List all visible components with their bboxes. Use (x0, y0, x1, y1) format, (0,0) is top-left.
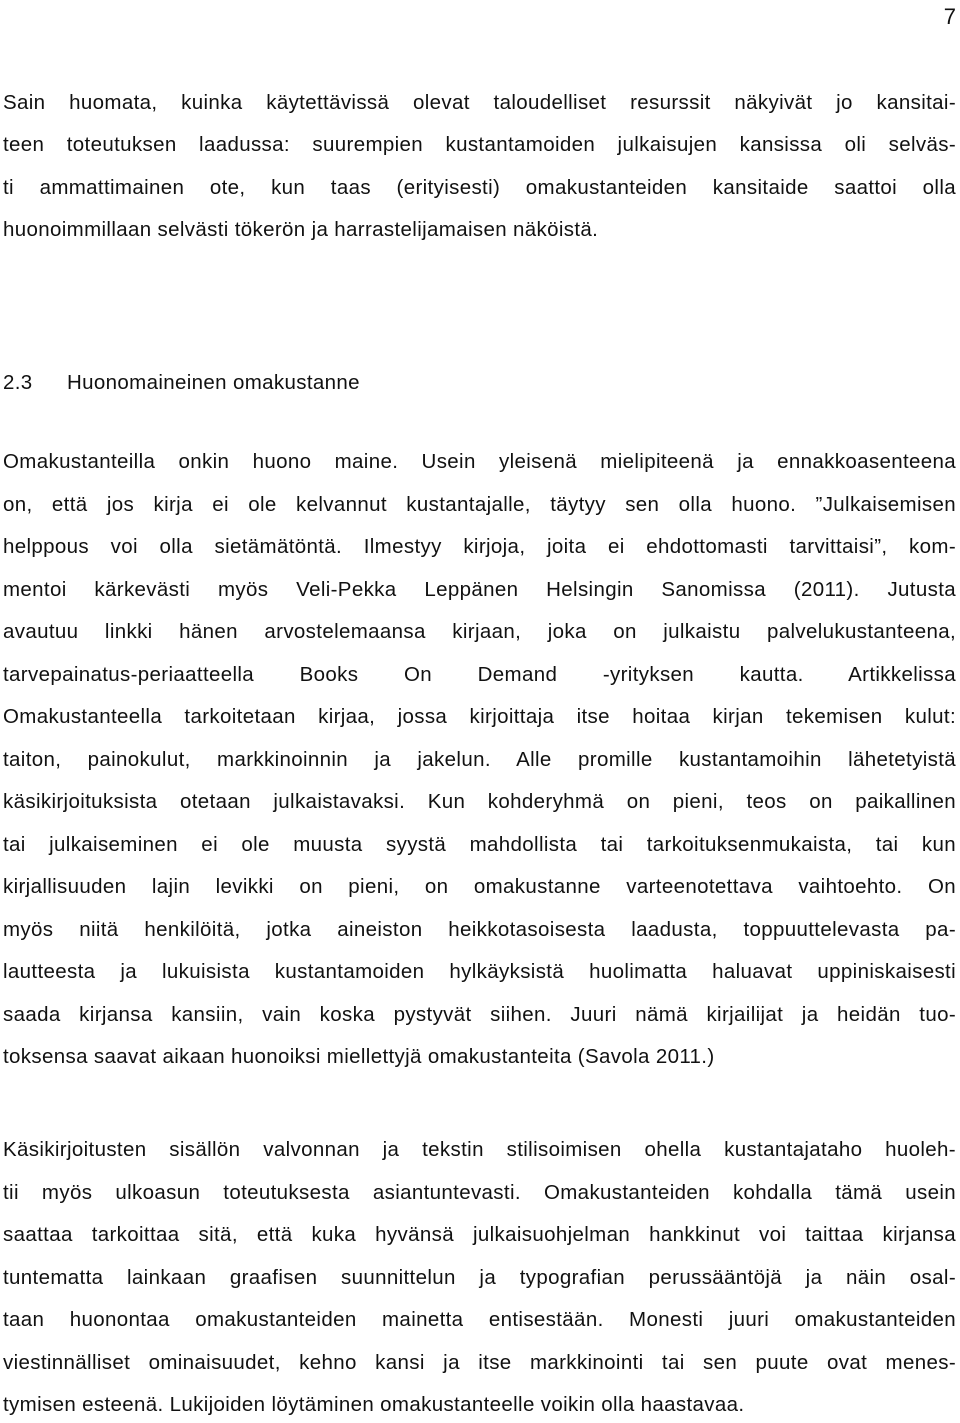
paragraph-2-line: lautteesta ja lukuisista kustantamoiden hylkäyksistä huolimatta haluavat uppiniskaisesti (3, 960, 956, 983)
paragraph-2-line: myös niitä henkilöitä, jotka aineiston heikkotasoisesta laadusta, toppuuttelevasta pa- (3, 918, 956, 941)
paragraph-1-line: Sain huomata, kuinka käytettävissä olevat taloudelliset resurssit näkyivät jo kansitai- (3, 91, 956, 114)
paragraph-3-line: saattaa tarkoittaa sitä, että kuka hyvänsä julkaisuohjelman hankkinut voi taittaa kirjansa (3, 1223, 956, 1246)
paragraph-2-line: käsikirjoituksista otetaan julkaistavaksi. Kun kohderyhmä on pieni, teos on paikallinen (3, 790, 956, 813)
paragraph-2-line: toksensa saavat aikaan huonoiksi miellettyjä omakustanteita (Savola 2011.) (3, 1045, 715, 1068)
section-title: Huonomaineinen omakustanne (67, 371, 360, 394)
paragraph-3-line: tii myös ulkoasun toteutuksesta asiantuntevasti. Omakustanteiden kohdalla tämä usein (3, 1181, 956, 1204)
paragraph-2-line: Omakustanteella tarkoitetaan kirjaa, jossa kirjoittaja itse hoitaa kirjan tekemisen kulut: (3, 705, 956, 728)
paragraph-3-line: tymisen esteenä. Lukijoiden löytäminen omakustanteelle voikin olla haastavaa. (3, 1393, 745, 1416)
paragraph-2-line: tai julkaiseminen ei ole muusta syystä mahdollista tai tarkoituksenmukaista, tai kun (3, 833, 956, 856)
paragraph-2-line: on, että jos kirja ei ole kelvannut kustantajalle, täytyy sen olla huono. ”Julkaisemisen (3, 493, 956, 516)
paragraph-2-line: tarvepainatus-periaatteella Books On Demand -yrityksen kautta. Artikkelissa (3, 663, 956, 686)
paragraph-3-line: Käsikirjoitusten sisällön valvonnan ja tekstin stilisoimisen ohella kustantajataho huoleh- (3, 1138, 956, 1161)
paragraph-1-line: teen toteutuksen laadussa: suurempien kustantamoiden julkaisujen kansissa oli selväs- (3, 133, 956, 156)
paragraph-2-line: Omakustanteilla onkin huono maine. Usein yleisenä mielipiteenä ja ennakkoasenteena (3, 450, 956, 473)
section-number: 2.3 (3, 371, 33, 394)
paragraph-3-line: tuntematta lainkaan graafisen suunnittelun ja typografian perussääntöjä ja näin osal- (3, 1266, 956, 1289)
paragraph-2-line: kirjallisuuden lajin levikki on pieni, on omakustanne varteenotettava vaihtoehto. On (3, 875, 956, 898)
paragraph-1-line: huonoimmillaan selvästi tökerön ja harrastelijamaisen näköistä. (3, 218, 599, 241)
paragraph-2-line: helppous voi olla sietämätöntä. Ilmestyy kirjoja, joita ei ehdottomasti tarvittaisi”, kom- (3, 535, 956, 558)
paragraph-1-line: ti ammattimainen ote, kun taas (erityisesti) omakustanteiden kansitaide saattoi olla (3, 176, 956, 199)
paragraph-3-line: taan huonontaa omakustanteiden mainetta entisestään. Monesti juuri omakustanteiden (3, 1308, 956, 1331)
paragraph-3-line: viestinnälliset ominaisuudet, kehno kansi ja itse markkinointi tai sen puute ovat menes- (3, 1351, 956, 1374)
page-number: 7 (943, 4, 956, 29)
paragraph-2-line: avautuu linkki hänen arvostelemaansa kirjaan, joka on julkaistu palvelukustanteena, (3, 620, 956, 643)
section-heading (3, 371, 360, 395)
paragraph-2-line: mentoi kärkevästi myös Veli-Pekka Leppänen Helsingin Sanomissa (2011). Jutusta (3, 578, 956, 601)
paragraph-2-line: saada kirjansa kansiin, vain koska pystyvät siihen. Juuri nämä kirjailijat ja heidän tuo- (3, 1003, 956, 1026)
paragraph-2-line: taiton, painokulut, markkinoinnin ja jakelun. Alle promille kustantamoihin lähetetyistä (3, 748, 956, 771)
